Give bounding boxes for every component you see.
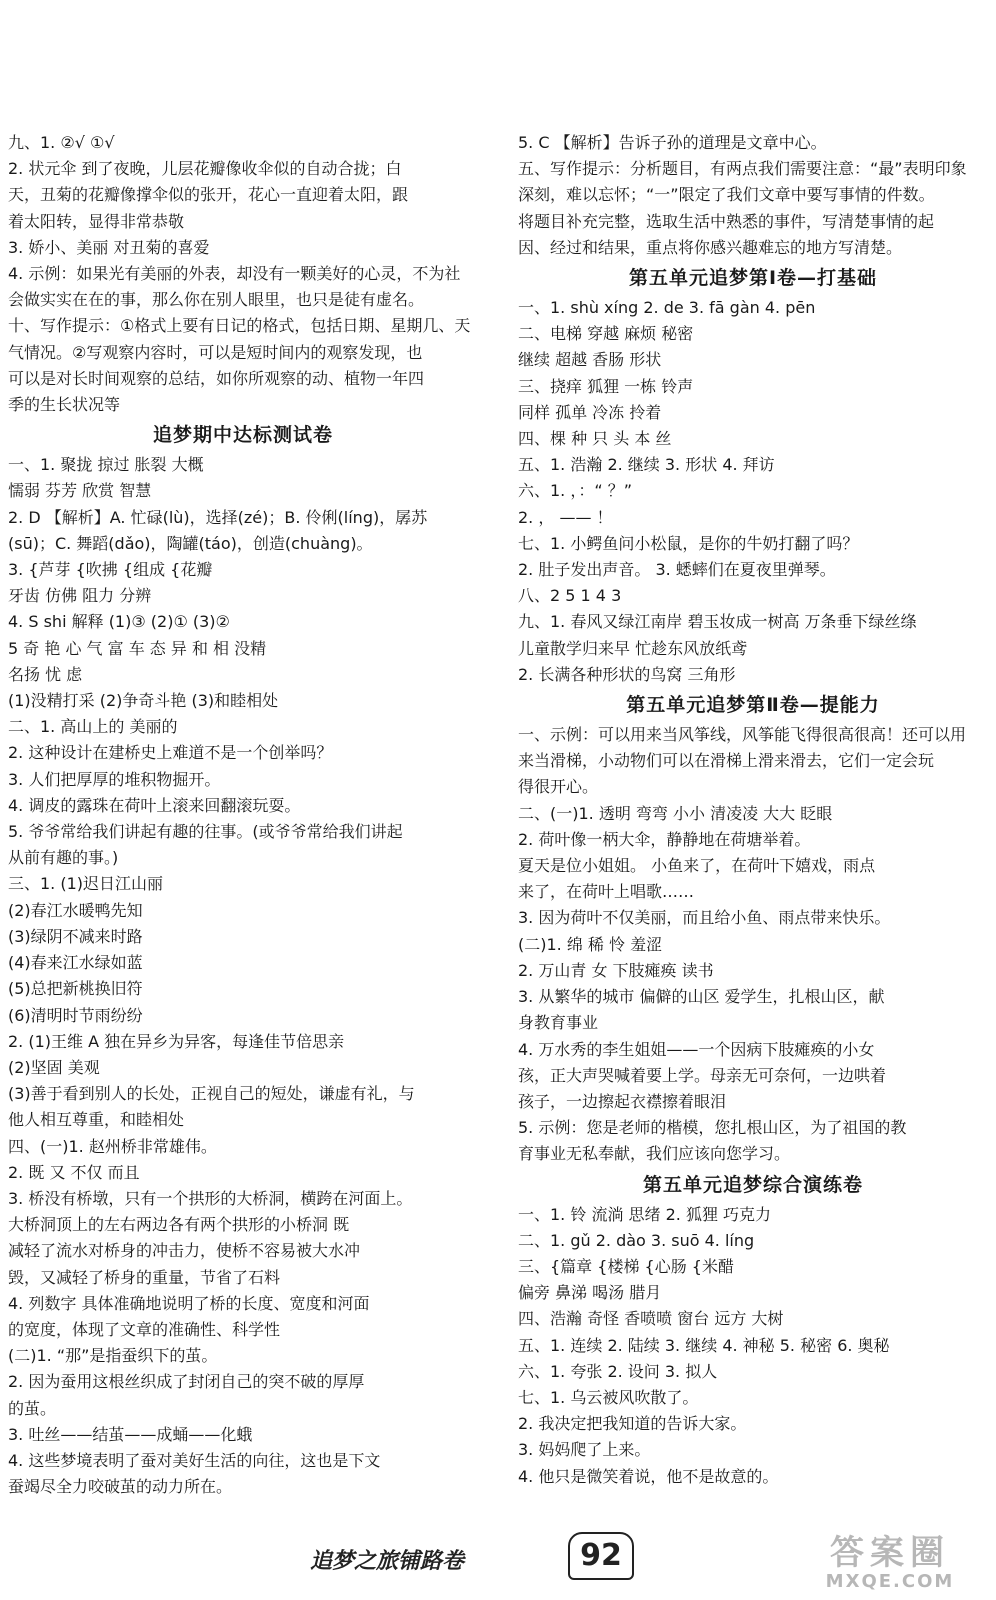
answer-line: (2)春江水暖鸭先知 [8,900,143,920]
answer-line: 3. 桥没有桥墩，只有一个拱形的大桥洞，横跨在河面上。 [8,1188,413,1208]
answer-line: (二)1. 绵 稀 怜 羞涩 [518,934,663,954]
answer-line: 五、写作提示：分析题目，有两点我们需要注意：“最”表明印象 [518,159,967,179]
answer-line: 四、浩瀚 奇怪 香喷喷 窗台 远方 大树 [518,1309,784,1329]
answer-line: 4. 示例：如果光有美丽的外表，却没有一颗美好的心灵，不为社 [8,264,461,284]
answer-line: 季的生长状况等 [8,395,121,415]
answer-line: 六、1. ，：“ ？” [518,481,633,501]
answer-line: 气情况。②写观察内容时，可以是短时间内的观察发现，也 [8,342,423,362]
page-footer [0,1530,996,1590]
answer-line: 天，丑菊的花瓣像撑伞似的张开，花心一直迎着太阳，跟 [8,185,409,205]
answer-line: (sū)；C. 舞蹈(dǎo)，陶罐(táo)，创造(chuàng)。 [8,533,373,553]
answer-line: 七、1. 小鳄鱼问小松鼠，是你的牛奶打翻了吗？ [518,533,859,553]
answer-line: 2. 肚子发出声音。 3. 蟋蟀们在夏夜里弹琴。 [518,560,836,580]
answer-line: 深刻，难以忘怀；“一”限定了我们文章中要写事情的件数。 [518,185,935,205]
section-heading: 第五单元追梦第Ⅱ卷—提能力 [626,694,880,717]
answer-line: 六、1. 夸张 2. 设问 3. 拟人 [518,1361,718,1381]
answer-line: 着太阳转，显得非常恭敬 [8,211,185,231]
answer-line: 五、1. 连续 2. 陆续 3. 继续 4. 神秘 5. 秘密 6. 奥秘 [518,1335,890,1355]
answer-line: 九、1. ②√ ①√ [8,133,115,152]
answer-line: 减轻了流水对桥身的冲击力，使桥不容易被大水冲 [8,1241,361,1261]
answer-line: 2. 这种设计在建桥史上难道不是一个创举吗？ [8,743,333,763]
answer-line: 4. 万水秀的李生姐姐——一个因病下肢瘫痪的小女 [518,1039,875,1059]
answer-line: (二)1. “那”是指蚕织下的茧。 [8,1346,218,1366]
answer-line: 孩，正大声哭喊着要上学。母亲无可奈何，一边哄着 [518,1065,887,1085]
answer-line: 2. 我决定把我知道的告诉大家。 [518,1414,747,1434]
section-heading: 追梦期中达标测试卷 [152,424,333,447]
answer-line: 将题目补充完整，选取生活中熟悉的事件，写清楚事情的起 [518,211,935,231]
answer-line: 夏天是位小姐姐。 小鱼来了，在荷叶下嬉戏，雨点 [518,856,876,876]
answer-line: 可以是对长时间观察的总结，如你所观察的动、植物一年四 [8,368,425,388]
answer-line: 大桥洞顶上的左右两边各有两个拱形的小桥洞 既 [8,1215,350,1235]
answer-line: 因、经过和结果，重点将你感兴趣难忘的地方写清楚。 [518,237,903,257]
answer-line: 的宽度，体现了文章的准确性、科学性 [8,1319,281,1339]
answer-line: 牙齿 仿佛 阻力 分辨 [8,586,152,606]
answer-line: 3. 因为荷叶不仅美丽，而且给小鱼、雨点带来快乐。 [518,908,891,928]
answer-line: 一、1. shù xíng 2. de 3. fā gàn 4. pēn [518,298,816,318]
answer-line: 2. 长满各种形状的鸟窝 三角形 [518,664,736,684]
page-number: 92 [568,1532,634,1580]
answer-line: 来了，在荷叶上唱歌…… [518,882,695,902]
answer-line: 4. 列数字 具体准确地说明了桥的长度、宽度和河面 [8,1293,370,1313]
answer-line: 一、1. 铃 流淌 思绪 2. 狐狸 巧克力 [518,1204,772,1224]
answer-line: 5 奇 艳 心 气 富 车 态 异 和 相 没精 [8,638,267,658]
answer-line: 3. 从繁华的城市 偏僻的山区 爱学生，扎根山区，献 [518,987,885,1007]
answer-line: (3)善于看到别人的长处，正视自己的短处，谦虚有礼，与 [8,1084,415,1104]
answer-line: 二、1. gǔ 2. dào 3. suō 4. líng [518,1230,755,1250]
answer-line: 一、示例：可以用来当风筝线，风筝能飞得很高很高！还可以用 [518,725,967,745]
answer-line: 七、1. 乌云被风吹散了。 [518,1387,699,1407]
answer-line: 3. 娇小、美丽 对丑菊的喜爱 [8,237,210,257]
answer-line: 从前有趣的事。) [8,848,119,868]
answer-line: 2. 状元伞 到了夜晚，儿层花瓣像收伞似的自动合拢；白 [8,159,402,179]
answer-line: 来当滑梯，小动物们可以在滑梯上滑来滑去，它们一定会玩 [518,751,935,771]
answer-line: 孩子，一边擦起衣襟擦着眼泪 [518,1091,727,1111]
answer-line: 儿童散学归来早 忙趁东风放纸鸢 [518,638,748,658]
answer-line: (3)绿阴不减来时路 [8,926,143,946]
answer-line: 会做实实在在的事，那么你在别人眼里，也只是徒有虚名。 [8,290,425,310]
answer-line: 二、(一)1. 透明 弯弯 小小 清凌凌 大大 眨眼 [518,803,833,823]
section-heading: 第五单元追梦第Ⅰ卷—打基础 [628,267,878,290]
answer-line: 二、1. 高山上的 美丽的 [8,717,178,737]
answer-line: 2. (1)王维 A 独在异乡为异客，每逢佳节倍思亲 [8,1031,345,1051]
answer-line: 三、挠痒 狐狸 一栋 铃声 [518,376,694,396]
answer-line: 4. 这些梦境表明了蚕对美好生活的向往，这也是下文 [8,1450,381,1470]
watermark-main: 答案圈 [830,1533,950,1573]
answer-line: 5. 爷爷常给我们讲起有趣的往事。(或爷爷常给我们讲起 [8,822,403,842]
answer-line: 三、{篇章 {楼梯 {心肠 {米醋 [518,1256,734,1276]
answer-line: 育事业无私奉献，我们应该向您学习。 [518,1144,791,1164]
answer-line: 四、(一)1. 赵州桥非常雄伟。 [8,1136,217,1156]
answer-line: 3. 妈妈爬了上来。 [518,1440,651,1460]
answer-line: 毁，又减轻了桥身的重量，节省了石料 [8,1267,281,1287]
answer-line: 五、1. 浩瀚 2. 继续 3. 形状 4. 拜访 [518,455,775,475]
answer-line: 2. 因为蚕用这根丝织成了封闭自己的突不破的厚厚 [8,1372,365,1392]
answer-line: 八、2 5 1 4 3 [518,586,622,606]
left-column [8,130,478,1500]
answer-line: 身教育事业 [518,1013,599,1033]
answer-line: 懦弱 芬芳 欣赏 智慧 [8,481,152,501]
answer-line: 他人相互尊重，和睦相处 [8,1110,185,1130]
answer-line: (1)没精打采 (2)争奇斗艳 (3)和睦相处 [8,691,279,711]
answer-line: 三、1. (1)迟日江山丽 [8,874,164,894]
watermark [800,1534,980,1592]
answer-line: 4. S shi 解释 (1)③ (2)① (3)② [8,612,230,632]
answer-line: 得很开心。 [518,777,599,797]
answer-line: 四、棵 种 只 头 本 丝 [518,429,672,449]
answer-line: 4. 调皮的露珠在荷叶上滚来回翻滚玩耍。 [8,795,301,815]
answer-line: 3. 人们把厚厚的堆积物掘开。 [8,769,221,789]
answer-line: (6)清明时节雨纷纷 [8,1005,143,1025]
answer-line: 2. ， —— ！ [518,507,613,527]
answer-line: (2)坚固 美观 [8,1057,100,1077]
answer-line: 5. C 【解析】告诉子孙的道理是文章中心。 [518,133,827,152]
answer-line: 一、1. 聚拢 掠过 胀裂 大概 [8,455,204,475]
answer-line: 偏旁 鼻涕 喝汤 腊月 [518,1283,662,1303]
answer-line: (4)春来江水绿如蓝 [8,953,143,973]
answer-line: 2. D 【解析】A. 忙碌(lù)，选择(zé)；B. 伶俐(líng)，孱苏 [8,507,428,527]
answer-line: 十、写作提示：①格式上要有日记的格式，包括日期、星期几、天 [8,316,471,336]
right-column [518,130,988,1490]
answer-line: 的茧。 [8,1398,57,1418]
answer-line: 5. 示例：您是老师的楷模，您扎根山区，为了祖国的教 [518,1118,907,1138]
answer-line: 继续 超越 香肠 形状 [518,350,662,370]
answer-line: 4. 他只是微笑着说，他不是故意的。 [518,1466,779,1486]
watermark-sub: MXQE.COM [825,1571,955,1592]
answer-line: 二、电梯 穿越 麻烦 秘密 [518,324,694,344]
answer-line: 3. 吐丝——结茧——成蛹——化蛾 [8,1424,253,1444]
answer-line: (5)总把新桃换旧符 [8,979,143,999]
answer-line: 2. 既 又 不仅 而且 [8,1162,140,1182]
answer-line: 2. 万山青 女 下肢瘫痪 读书 [518,960,714,980]
answer-line: 名扬 忧 虑 [8,664,83,684]
answer-line: 九、1. 春风又绿江南岸 碧玉妆成一树高 万条垂下绿丝绦 [518,612,917,632]
answer-line: 蚕竭尽全力咬破茧的动力所在。 [8,1477,233,1497]
series-logo: 追梦之旅铺路卷 [310,1548,465,1574]
answer-line: 同样 孤单 冷冻 拎着 [518,402,662,422]
section-heading: 第五单元追梦综合演练卷 [642,1173,863,1196]
answer-line: 3. {芦芽 {吹拂 {组成 {花瓣 [8,560,213,580]
answer-line: 2. 荷叶像一柄大伞，静静地在荷塘举着。 [518,829,811,849]
